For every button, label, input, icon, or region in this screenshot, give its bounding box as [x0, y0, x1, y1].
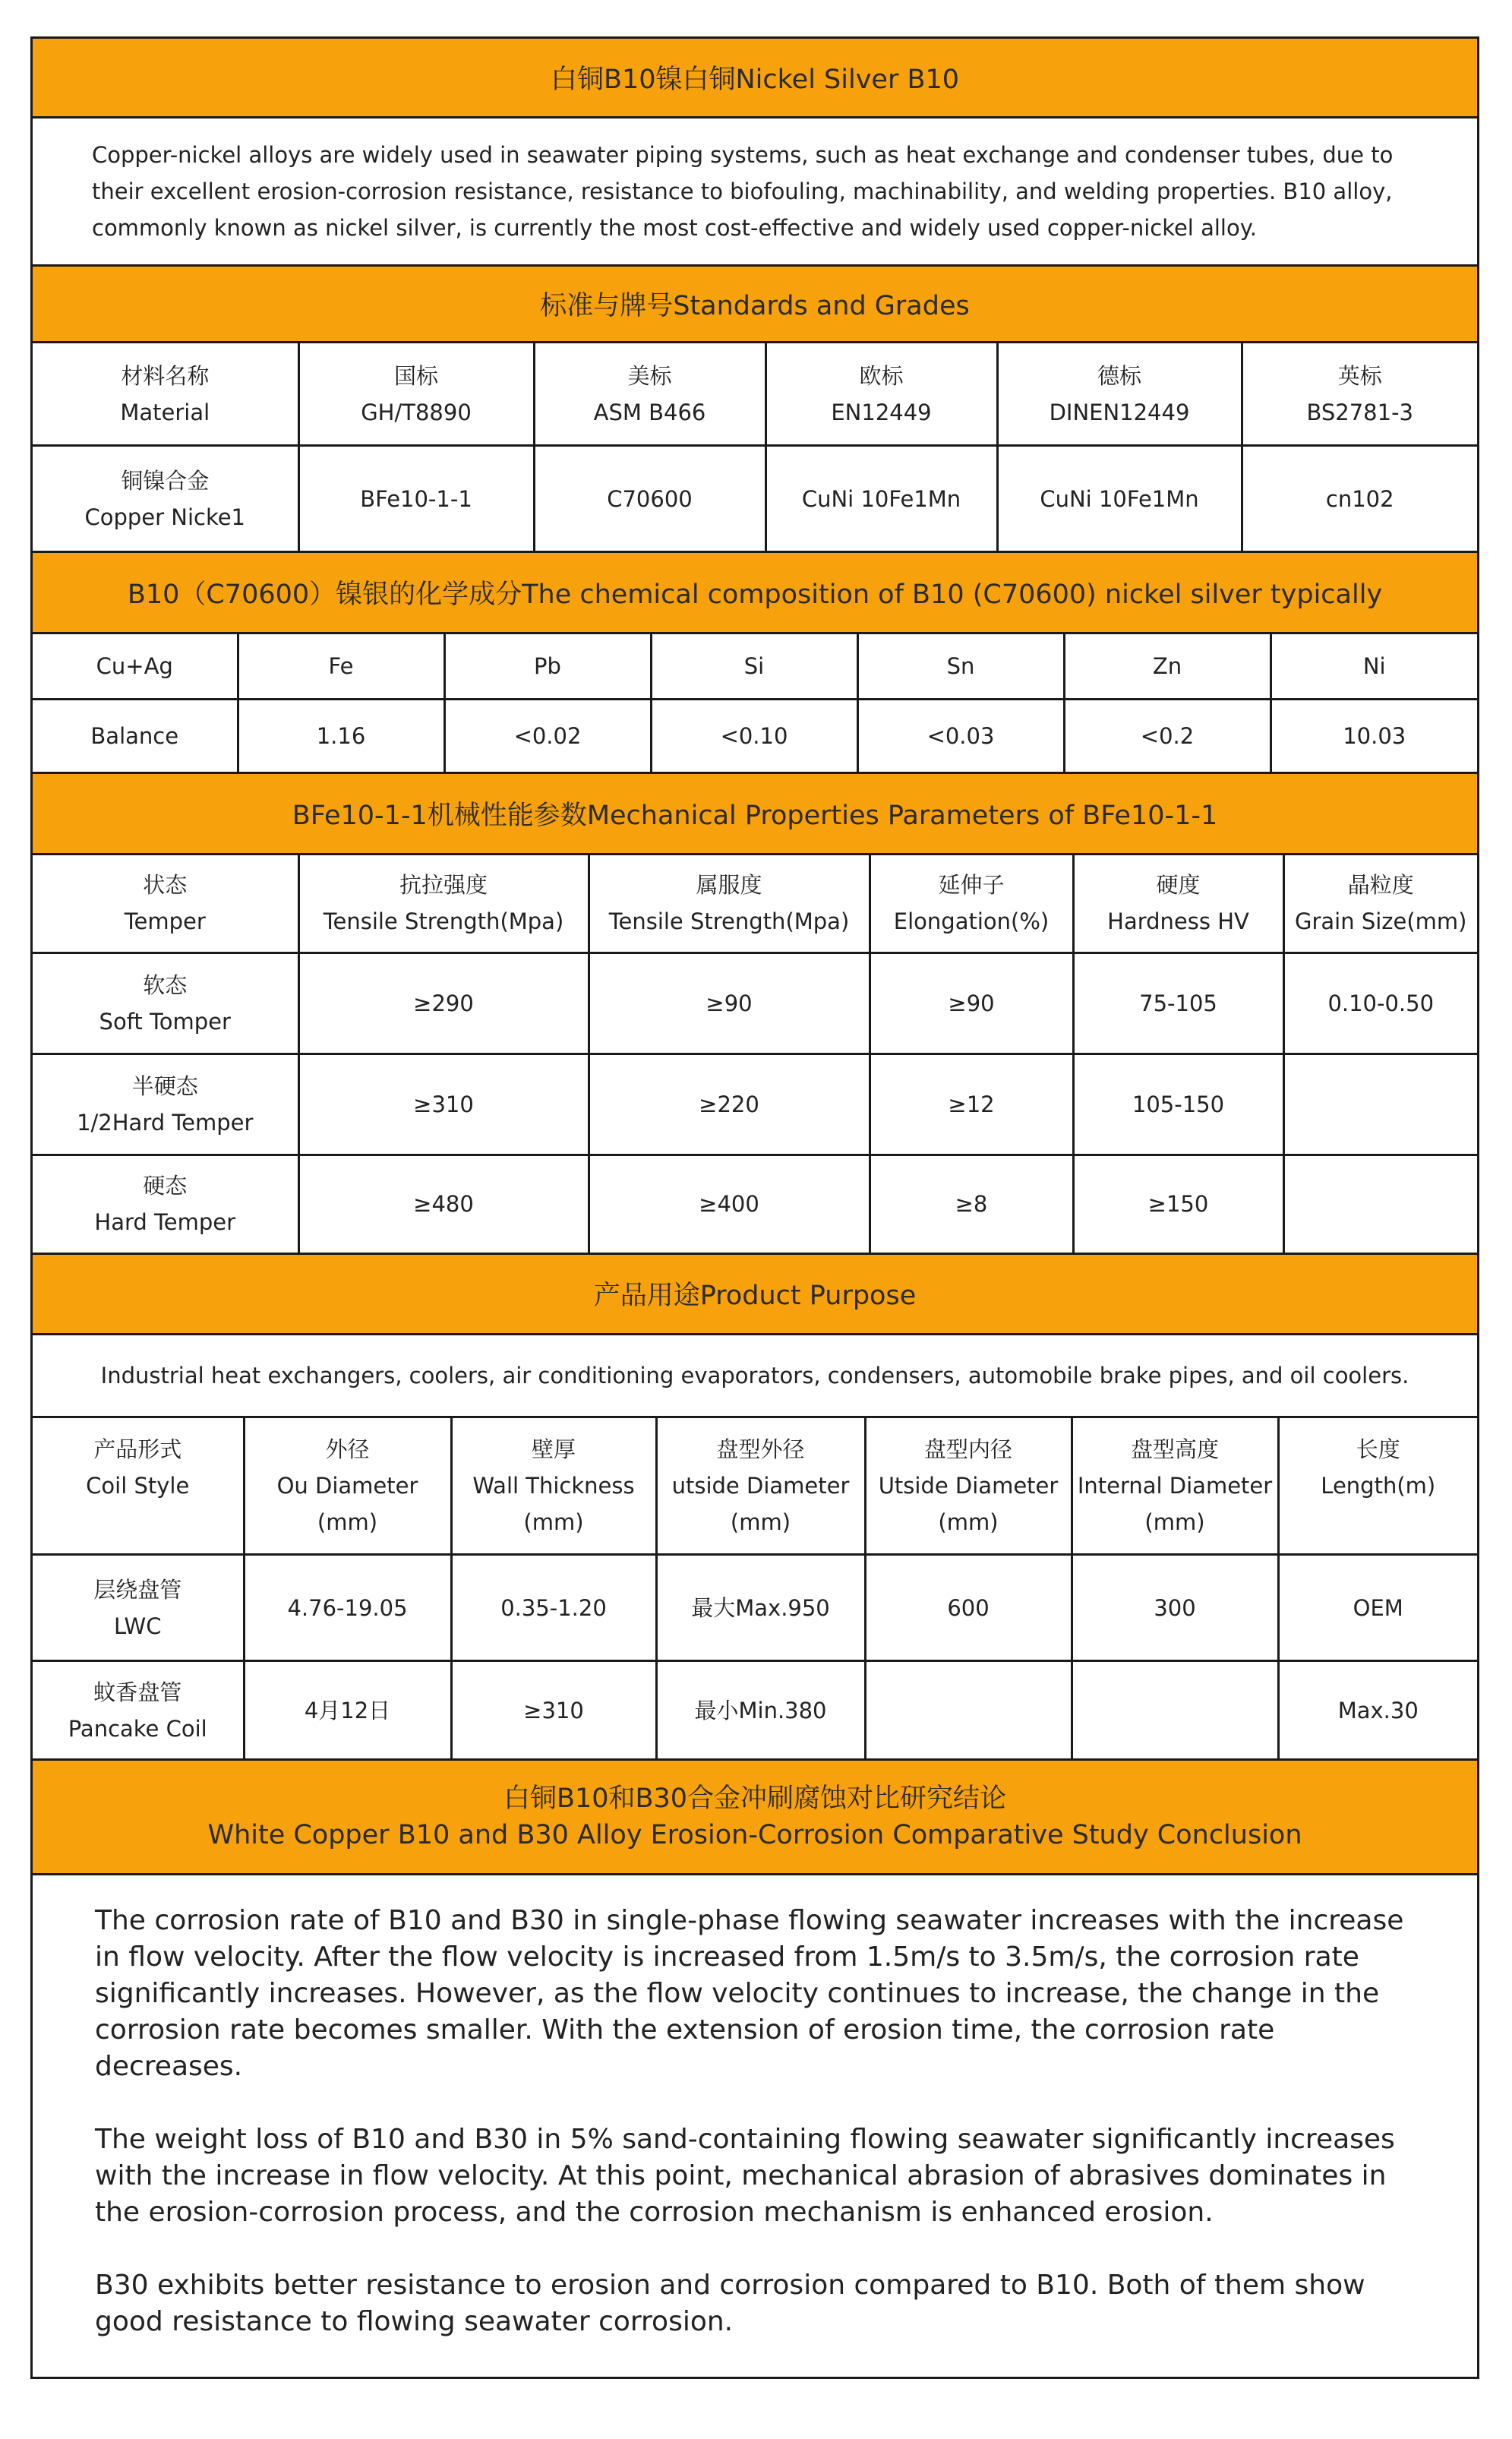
conclusion-heading-en: White Copper B10 and B30 Alloy Erosion-Corrosion Comparative Study Conclusion	[207, 1820, 1302, 1851]
hardness-cell: ≥150	[1073, 1155, 1283, 1253]
composition-table	[33, 634, 1477, 775]
mechanical-heading-bar	[33, 774, 1477, 855]
coil-style-cell: 层绕盘管 LWC	[33, 1555, 244, 1661]
composition-heading-bar	[33, 553, 1477, 634]
composition-value-cell: Balance	[33, 700, 238, 773]
temper-cell: 软态 Soft Tomper	[33, 953, 298, 1054]
standards-heading: 标准与牌号Standards and Grades	[540, 290, 970, 321]
hardness-cell: 75-105	[1073, 953, 1283, 1054]
conclusion-heading-bar	[33, 1761, 1477, 1875]
elongation-cell: ≥90	[870, 953, 1073, 1054]
coil-header-cell: 盘型内径 Utside Diameter (mm)	[865, 1418, 1072, 1555]
grain-size-cell: 0.10-0.50	[1283, 953, 1477, 1054]
standards-header-cell: 欧标 EN12449	[765, 343, 997, 446]
spec-sheet	[30, 36, 1479, 2379]
coil-row	[33, 1661, 1477, 1760]
composition-header-cell: Zn	[1064, 634, 1271, 700]
standards-row	[33, 446, 1477, 552]
composition-header-cell: Ni	[1271, 634, 1477, 700]
standards-heading-bar	[33, 267, 1477, 343]
composition-value-cell: <0.02	[444, 700, 651, 773]
coil-header-cell: 盘型外径 utside Diameter (mm)	[656, 1418, 865, 1555]
mechanical-header-cell: 属服度 Tensile Strength(Mpa)	[589, 855, 870, 953]
standards-header-cell: 英标 BS2781-3	[1242, 343, 1477, 446]
mechanical-header-cell: 抗拉强度 Tensile Strength(Mpa)	[298, 855, 589, 953]
coil-outer-cell: 最小Min.380	[656, 1661, 865, 1760]
purpose-heading-bar	[33, 1255, 1477, 1336]
mechanical-header-cell: 硬度 Hardness HV	[1073, 855, 1283, 953]
coil-inner-cell: 600	[865, 1555, 1072, 1661]
yield-cell: ≥90	[589, 953, 870, 1054]
coil-header-cell: 长度 Length(m)	[1278, 1418, 1477, 1555]
standards-header-cell: 德标 DINEN12449	[997, 343, 1242, 446]
mechanical-heading: BFe10-1-1机械性能参数Mechanical Properties Parameters of BFe10-1-1	[292, 801, 1218, 832]
mechanical-header-row	[33, 855, 1477, 953]
conclusion-paragraph: The weight loss of B10 and B30 in 5% sand-containing flowing seawater significantly increases with the increase in flow velocity. At this point, mechanical abrasion of abrasives dominates in the erosion-corrosion process, and the corrosion mechanism is enhanced erosion.	[95, 2124, 1395, 2229]
mechanical-header-cell: 状态 Temper	[33, 855, 298, 953]
standards-header-cell: 材料名称 Material	[33, 343, 298, 446]
standards-cell: C70600	[534, 446, 765, 552]
composition-values-row	[33, 700, 1477, 773]
tensile-cell: ≥480	[298, 1155, 589, 1253]
tensile-cell: ≥310	[298, 1054, 589, 1155]
tensile-cell: ≥290	[298, 953, 589, 1054]
coil-header-cell: 壁厚 Wall Thickness (mm)	[451, 1418, 656, 1555]
composition-value-cell: <0.2	[1064, 700, 1271, 773]
conclusion-section	[33, 1875, 1477, 2377]
composition-header-cell: Sn	[857, 634, 1064, 700]
purpose-text: Industrial heat exchangers, coolers, air conditioning evaporators, condensers, automobile brake pipes, and oil coolers.	[100, 1363, 1409, 1389]
conclusion-heading-cn: 白铜B10和B30合金冲刷腐蚀对比研究结论	[503, 1783, 1007, 1815]
coil-row	[33, 1555, 1477, 1661]
coil-wall-cell: ≥310	[451, 1661, 656, 1760]
composition-value-cell: <0.03	[857, 700, 1064, 773]
purpose-section	[33, 1335, 1477, 1418]
coil-header-cell: 产品形式 Coil Style	[33, 1418, 244, 1555]
composition-header-cell: Pb	[444, 634, 651, 700]
coil-length-cell: OEM	[1278, 1555, 1477, 1661]
coil-outer-cell: 最大Max.950	[656, 1555, 865, 1661]
composition-header-row	[33, 634, 1477, 700]
grain-size-cell	[1283, 1155, 1477, 1253]
coil-header-cell: 外径 Ou Diameter (mm)	[244, 1418, 451, 1555]
standards-cell: CuNi 10Fe1Mn	[997, 446, 1242, 552]
coil-height-cell	[1072, 1661, 1278, 1760]
coil-od-cell: 4月12日	[244, 1661, 451, 1760]
intro-text: Copper-nickel alloys are widely used in seawater piping systems, such as heat exchange and condenser tubes, due to their excellent erosion-corrosion resistance, resistance to biofouling, machinability, and welding properties. B10 alloy, commonly known as nickel silver, is currently the most cost-effective and widely used copper-nickel alloy.	[92, 141, 1394, 241]
grain-size-cell	[1283, 1054, 1477, 1155]
intro-section	[33, 118, 1477, 267]
elongation-cell: ≥12	[870, 1054, 1073, 1155]
coil-header-row	[33, 1418, 1477, 1555]
title-bar	[33, 39, 1477, 118]
coil-height-cell: 300	[1072, 1555, 1278, 1661]
coil-od-cell: 4.76-19.05	[244, 1555, 451, 1661]
composition-heading: B10（C70600）镍银的化学成分The chemical composition of B10 (C70600) nickel silver typically	[127, 580, 1383, 611]
coil-inner-cell	[865, 1661, 1072, 1760]
standards-cell: BFe10-1-1	[298, 446, 534, 552]
purpose-heading: 产品用途Product Purpose	[593, 1281, 917, 1312]
composition-header-cell: Fe	[238, 634, 444, 700]
mechanical-table	[33, 855, 1477, 1255]
hardness-cell: 105-150	[1073, 1054, 1283, 1155]
elongation-cell: ≥8	[870, 1155, 1073, 1253]
composition-header-cell: Cu+Ag	[33, 634, 238, 700]
coil-style-cell: 蚊香盘管 Pancake Coil	[33, 1661, 244, 1760]
mechanical-header-cell: 延伸子 Elongation(%)	[870, 855, 1073, 953]
coil-length-cell: Max.30	[1278, 1661, 1477, 1760]
standards-cell: CuNi 10Fe1Mn	[765, 446, 997, 552]
yield-cell: ≥220	[589, 1054, 870, 1155]
mechanical-row	[33, 953, 1477, 1054]
coil-table	[33, 1418, 1477, 1761]
composition-value-cell: 1.16	[238, 700, 444, 773]
coil-header-cell: 盘型高度 Internal Diameter (mm)	[1072, 1418, 1278, 1555]
standards-cell: cn102	[1242, 446, 1477, 552]
standards-header-cell: 美标 ASM B466	[534, 343, 765, 446]
standards-material-cell: 铜镍合金 Copper Nicke1	[33, 446, 298, 552]
conclusion-paragraph: The corrosion rate of B10 and B30 in single-phase flowing seawater increases with the increase in flow velocity. After the flow velocity is increased from 1.5m/s to 3.5m/s, the corrosion rate significantly increases. However, as the flow velocity continues to increase, the change in the corrosion rate becomes smaller. With the extension of erosion time, the corrosion rate decreases.	[95, 1905, 1404, 2083]
composition-value-cell: 10.03	[1271, 700, 1477, 773]
standards-table	[33, 343, 1477, 554]
composition-value-cell: <0.10	[651, 700, 857, 773]
temper-cell: 硬态 Hard Temper	[33, 1155, 298, 1253]
standards-header-row	[33, 343, 1477, 446]
yield-cell: ≥400	[589, 1155, 870, 1253]
page-title: 白铜B10镍白铜Nickel Silver B10	[550, 64, 960, 95]
coil-wall-cell: 0.35-1.20	[451, 1555, 656, 1661]
conclusion-paragraph: B30 exhibits better resistance to erosion and corrosion compared to B10. Both of them show good resistance to flowing seawater corrosion.	[95, 2270, 1365, 2338]
composition-header-cell: Si	[651, 634, 857, 700]
mechanical-row	[33, 1155, 1477, 1253]
temper-cell: 半硬态 1/2Hard Temper	[33, 1054, 298, 1155]
standards-header-cell: 国标 GH/T8890	[298, 343, 534, 446]
mechanical-row	[33, 1054, 1477, 1155]
mechanical-header-cell: 晶粒度 Grain Size(mm)	[1283, 855, 1477, 953]
